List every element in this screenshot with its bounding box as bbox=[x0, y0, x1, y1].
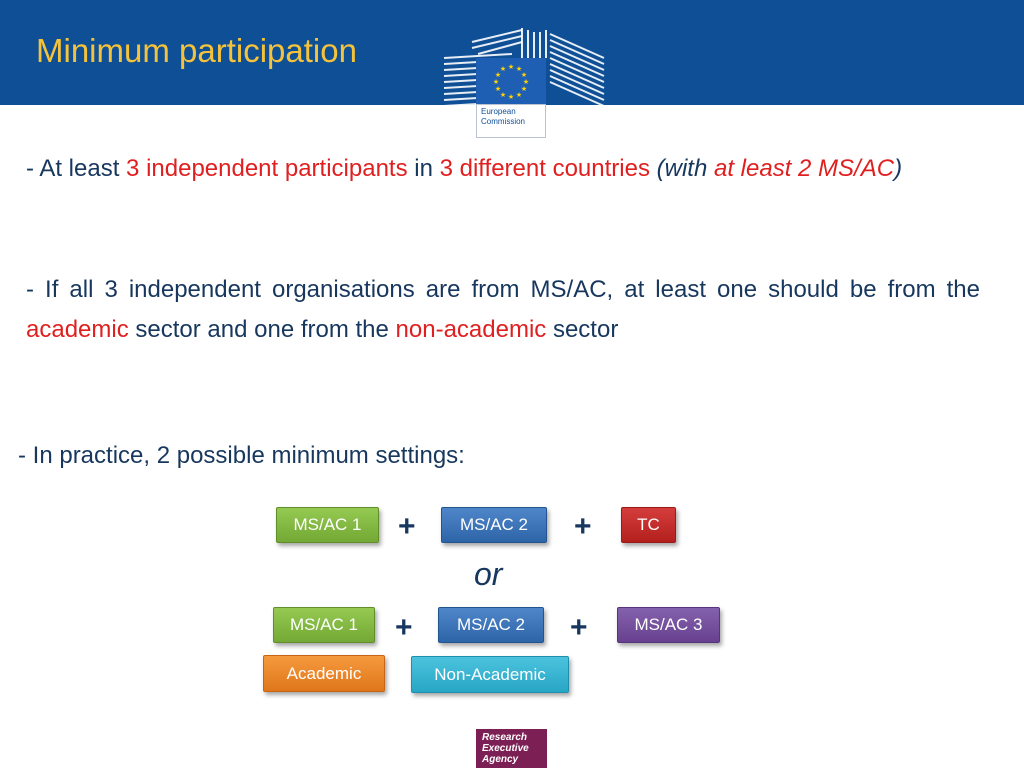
svg-text:★: ★ bbox=[499, 65, 507, 73]
bullet-sectors bbox=[26, 270, 980, 350]
svg-text:★: ★ bbox=[520, 85, 528, 93]
bullet1-highlight-msac: at least 2 MS/AC bbox=[713, 155, 895, 182]
svg-text:★: ★ bbox=[492, 78, 500, 86]
bullet1-text-close: ) bbox=[894, 155, 903, 182]
bullet2-text-1: - If all 3 independent organisations are from MS/AC, at least one should be from the bbox=[26, 276, 980, 303]
svg-text:★: ★ bbox=[507, 93, 515, 101]
setting1-tc-box: TC bbox=[621, 507, 676, 543]
setting1-msac1-box: MS/AC 1 bbox=[276, 507, 379, 543]
rea-line3: Agency bbox=[482, 754, 519, 765]
or-separator: or bbox=[474, 556, 503, 592]
european-commission-label bbox=[476, 104, 546, 138]
bullet1-text-with: (with bbox=[649, 155, 714, 182]
academic-box: Academic bbox=[263, 655, 385, 692]
bullet1-highlight-participants: 3 independent participants bbox=[126, 155, 408, 182]
svg-text:★: ★ bbox=[499, 91, 507, 99]
svg-text:★: ★ bbox=[494, 85, 502, 93]
research-executive-agency-logo bbox=[476, 729, 547, 768]
ec-label-line2: Commission bbox=[481, 117, 526, 126]
setting1-plus-1: + bbox=[398, 510, 416, 543]
ec-label-line1: European bbox=[481, 107, 516, 116]
setting2-msac3-box: MS/AC 3 bbox=[617, 607, 720, 643]
bullet-settings: - In practice, 2 possible minimum settings: bbox=[18, 442, 465, 469]
bullet1-highlight-countries: 3 different countries bbox=[439, 155, 650, 182]
eu-flag-icon bbox=[476, 58, 546, 105]
bullet2-highlight-academic: academic bbox=[26, 316, 129, 343]
bullet-participants bbox=[26, 149, 980, 189]
svg-text:★: ★ bbox=[515, 65, 523, 73]
svg-text:★: ★ bbox=[522, 78, 530, 86]
bullet2-text-2: sector and one from the bbox=[128, 316, 396, 343]
bullet1-text-1: - At least bbox=[26, 155, 127, 182]
bullet2-text-3: sector bbox=[546, 316, 619, 343]
setting2-msac2-box: MS/AC 2 bbox=[438, 607, 544, 643]
page-title: Minimum participation bbox=[36, 32, 357, 69]
bullet2-highlight-non-academic: non-academic bbox=[395, 316, 547, 343]
setting2-plus-2: + bbox=[570, 611, 588, 644]
setting2-plus-1: + bbox=[395, 611, 413, 644]
svg-text:★: ★ bbox=[520, 71, 528, 79]
svg-text:★: ★ bbox=[494, 71, 502, 79]
non-academic-box: Non-Academic bbox=[411, 656, 569, 693]
setting1-msac2-box: MS/AC 2 bbox=[441, 507, 547, 543]
setting1-plus-2: + bbox=[574, 510, 592, 543]
rea-line2: Executive bbox=[482, 743, 529, 754]
bullet1-text-in: in bbox=[407, 155, 440, 182]
svg-text:★: ★ bbox=[507, 63, 515, 71]
svg-text:★: ★ bbox=[515, 91, 523, 99]
setting2-msac1-box: MS/AC 1 bbox=[273, 607, 375, 643]
rea-line1: Research bbox=[482, 732, 528, 743]
